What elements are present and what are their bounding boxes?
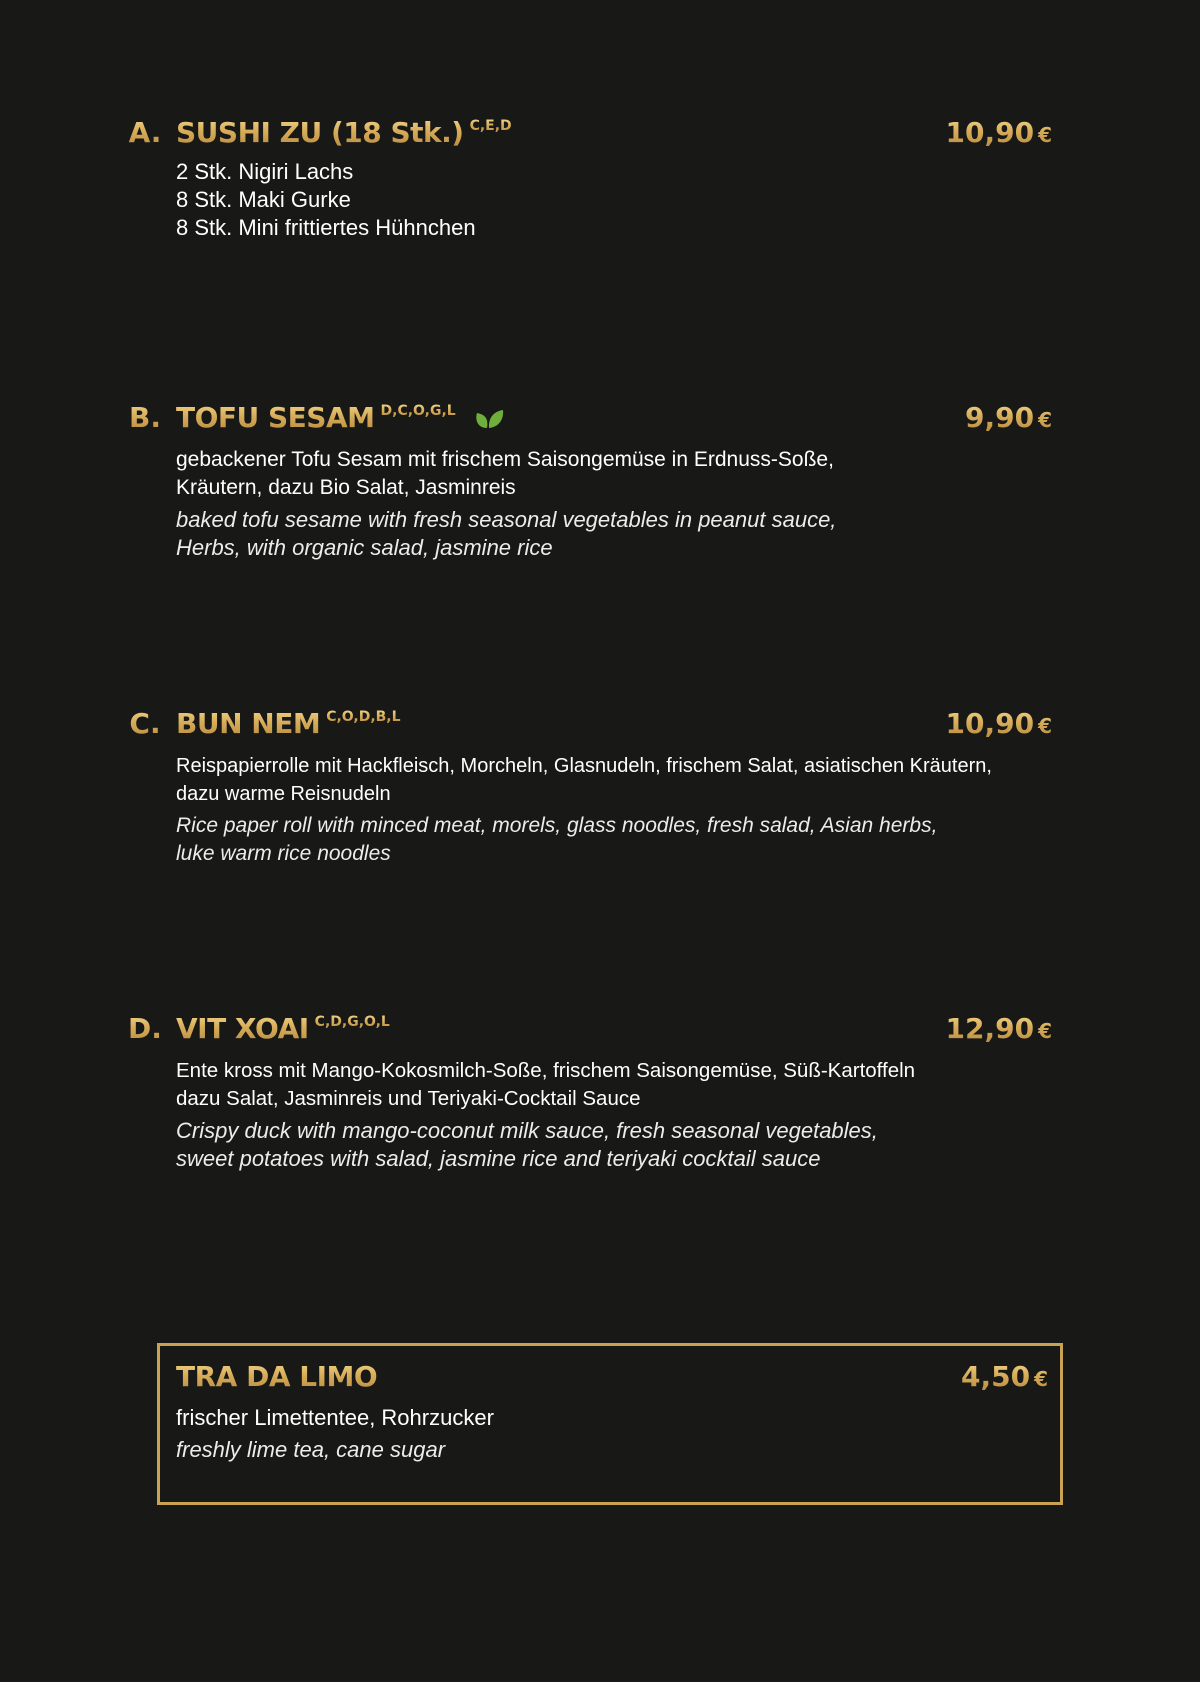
drink-title-row — [176, 1360, 377, 1393]
price-value: 12,90 — [945, 1012, 1035, 1045]
item-description — [176, 158, 1076, 242]
item-price — [946, 707, 1053, 740]
item-price — [946, 116, 1053, 149]
item-title-row — [176, 401, 505, 435]
allergen-codes: C,E,D — [469, 118, 512, 134]
drink-highlight-box — [157, 1343, 1063, 1505]
item-letter: C. — [129, 707, 161, 740]
description-en-line: baked tofu sesame with fresh seasonal vegetables in peanut sauce, — [176, 507, 837, 532]
item-description — [176, 446, 1076, 562]
description-en-line: Rice paper roll with minced meat, morels, glass noodles, fresh salad, Asian herbs, — [176, 814, 938, 837]
description-de-line: Reispapierrolle mit Hackfleisch, Morcheln, Glasnudeln, frischem Salat, asiatischen Kräutern, — [176, 755, 992, 777]
item-description — [176, 752, 1096, 868]
currency-symbol: € — [1038, 1019, 1052, 1043]
description-de-line: gebackener Tofu Sesam mit frischem Saisongemüse in Erdnuss-Soße, — [176, 448, 834, 471]
price-value: 10,90 — [945, 116, 1035, 149]
drink-description-en: freshly lime tea, cane sugar — [176, 1437, 446, 1462]
price-value: 10,90 — [945, 707, 1035, 740]
drink-title: TRA DA LIMO — [176, 1360, 378, 1393]
item-title: VIT XOAI — [176, 1012, 309, 1045]
price-value: 9,90 — [964, 401, 1035, 434]
description-en-line: luke warm rice noodles — [176, 842, 391, 865]
allergen-codes: C,O,D,B,L — [326, 709, 401, 725]
item-title: TOFU SESAM — [176, 401, 375, 434]
currency-symbol: € — [1038, 714, 1052, 738]
item-price — [965, 401, 1052, 434]
description-de-line: 2 Stk. Nigiri Lachs — [176, 159, 354, 184]
item-title: SUSHI ZU (18 Stk.) — [176, 116, 464, 149]
description-de-line: dazu Salat, Jasminreis und Teriyaki-Cocktail Sauce — [176, 1087, 641, 1110]
currency-symbol: € — [1034, 1367, 1048, 1391]
description-en-line: sweet potatoes with salad, jasmine rice and teriyaki cocktail sauce — [176, 1146, 821, 1171]
drink-description-de: frischer Limettentee, Rohrzucker — [176, 1405, 494, 1430]
currency-symbol: € — [1038, 408, 1052, 432]
description-de-line: 8 Stk. Mini frittiertes Hühnchen — [176, 215, 476, 240]
item-description — [176, 1057, 1076, 1173]
allergen-codes: C,D,G,O,L — [314, 1014, 390, 1030]
price-value: 4,50 — [960, 1360, 1031, 1393]
item-title-row — [176, 1012, 390, 1045]
currency-symbol: € — [1038, 123, 1052, 147]
item-title-row — [176, 116, 512, 149]
item-price — [946, 1012, 1053, 1045]
item-letter: B. — [129, 401, 161, 434]
description-en-line: Herbs, with organic salad, jasmine rice — [176, 535, 553, 560]
item-letter: A. — [128, 116, 162, 149]
item-title: BUN NEM — [176, 707, 321, 740]
drink-description — [176, 1404, 1036, 1464]
description-en-line: Crispy duck with mango-coconut milk sauce, fresh seasonal vegetables, — [176, 1118, 878, 1143]
description-de-line: Ente kross mit Mango-Kokosmilch-Soße, frischem Saisongemüse, Süß-Kartoffeln — [176, 1059, 916, 1082]
description-de-line: 8 Stk. Maki Gurke — [176, 187, 351, 212]
item-letter: D. — [128, 1012, 162, 1045]
description-de-line: dazu warme Reisnudeln — [176, 783, 391, 805]
allergen-codes: D,C,O,G,L — [380, 403, 456, 419]
description-de-line: Kräutern, dazu Bio Salat, Jasminreis — [176, 476, 516, 499]
drink-price — [961, 1360, 1048, 1393]
item-title-row — [176, 707, 401, 740]
vegan-leaf-icon — [473, 407, 505, 435]
